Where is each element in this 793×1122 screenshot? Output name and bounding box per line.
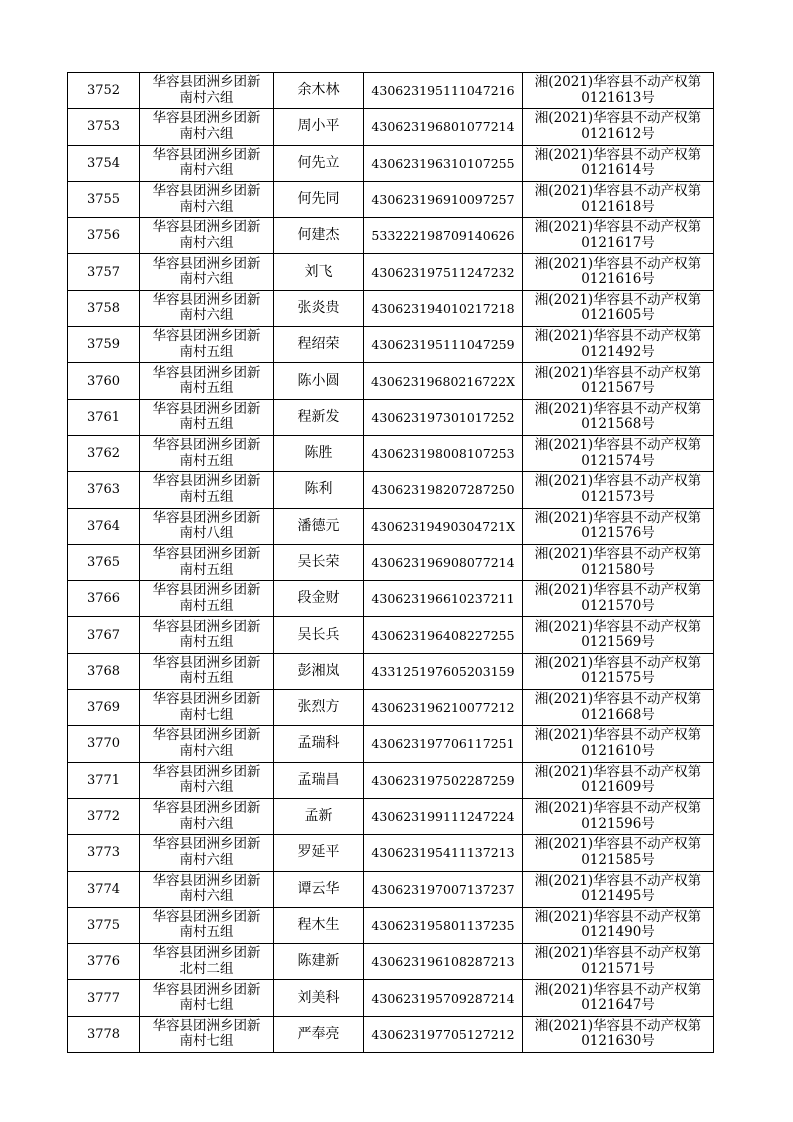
id-number-cell: 430623196210077212 — [364, 690, 523, 726]
certificate-line-1: 湘(2021)华容县不动产权第 — [534, 1017, 702, 1034]
owner-name-cell: 刘飞 — [274, 254, 364, 290]
serial-number-cell: 3767 — [68, 617, 140, 653]
certificate-number-cell — [523, 944, 714, 980]
certificate-line-2: 0121571号 — [581, 960, 655, 977]
address-line-2: 南村六组 — [179, 888, 234, 905]
address-cell — [140, 327, 274, 363]
certificate-line-2: 0121492号 — [581, 343, 655, 360]
table-row — [68, 363, 714, 399]
certificate-line-2: 0121647号 — [581, 997, 655, 1014]
certificate-number-cell — [523, 181, 714, 217]
certificate-number-cell — [523, 835, 714, 871]
serial-number-cell: 3766 — [68, 581, 140, 617]
serial-number-cell: 3778 — [68, 1016, 140, 1052]
certificate-line-1: 湘(2021)华容县不动产权第 — [534, 400, 702, 417]
certificate-line-1: 湘(2021)华容县不动产权第 — [534, 219, 702, 236]
address-line-2: 南村六组 — [179, 307, 234, 324]
certificate-line-2: 0121616号 — [581, 271, 655, 288]
address-line-1: 华容县团洲乡团新 — [152, 872, 261, 889]
serial-number-cell: 3761 — [68, 399, 140, 435]
address-line-2: 南村八组 — [179, 525, 234, 542]
table-row — [68, 544, 714, 580]
certificate-number-cell — [523, 1016, 714, 1052]
certificate-number-cell — [523, 472, 714, 508]
address-line-2: 南村六组 — [179, 234, 234, 251]
table-row — [68, 73, 714, 109]
certificate-number-cell — [523, 907, 714, 943]
address-line-1: 华容县团洲乡团新 — [152, 255, 261, 272]
id-number-cell: 430623195709287214 — [364, 980, 523, 1016]
serial-number-cell: 3759 — [68, 327, 140, 363]
owner-name-cell: 严奉亮 — [274, 1016, 364, 1052]
certificate-line-1: 湘(2021)华容县不动产权第 — [534, 800, 702, 817]
certificate-line-1: 湘(2021)华容县不动产权第 — [534, 364, 702, 381]
certificate-line-1: 湘(2021)华容县不动产权第 — [534, 654, 702, 671]
table-row — [68, 109, 714, 145]
address-line-2: 南村七组 — [179, 997, 234, 1014]
address-line-1: 华容县团洲乡团新 — [152, 437, 261, 454]
id-number-cell: 430623196910097257 — [364, 181, 523, 217]
id-number-cell: 430623196801077214 — [364, 109, 523, 145]
owner-name-cell: 孟瑞昌 — [274, 762, 364, 798]
address-cell — [140, 980, 274, 1016]
address-line-2: 南村六组 — [179, 125, 234, 142]
address-line-2: 南村六组 — [179, 198, 234, 215]
certificate-number-cell — [523, 581, 714, 617]
serial-number-cell: 3755 — [68, 181, 140, 217]
certificate-line-1: 湘(2021)华容县不动产权第 — [534, 945, 702, 962]
address-line-1: 华容县团洲乡团新 — [152, 328, 261, 345]
property-registry-table — [67, 72, 714, 1053]
serial-number-cell: 3774 — [68, 871, 140, 907]
table-row — [68, 871, 714, 907]
address-cell — [140, 944, 274, 980]
owner-name-cell: 张炎贵 — [274, 290, 364, 326]
address-line-1: 华容县团洲乡团新 — [152, 219, 261, 236]
serial-number-cell: 3773 — [68, 835, 140, 871]
table-row — [68, 508, 714, 544]
certificate-number-cell — [523, 690, 714, 726]
certificate-number-cell — [523, 980, 714, 1016]
certificate-line-1: 湘(2021)华容县不动产权第 — [534, 582, 702, 599]
address-line-2: 南村五组 — [179, 452, 234, 469]
address-cell — [140, 508, 274, 544]
address-line-2: 南村五组 — [179, 597, 234, 614]
certificate-line-1: 湘(2021)华容县不动产权第 — [534, 618, 702, 635]
serial-number-cell: 3772 — [68, 798, 140, 834]
id-number-cell: 430623196610237211 — [364, 581, 523, 617]
owner-name-cell: 陈利 — [274, 472, 364, 508]
address-line-1: 华容县团洲乡团新 — [152, 908, 261, 925]
serial-number-cell: 3757 — [68, 254, 140, 290]
certificate-number-cell — [523, 871, 714, 907]
id-number-cell: 430623195801137235 — [364, 907, 523, 943]
certificate-line-1: 湘(2021)华容县不动产权第 — [534, 727, 702, 744]
serial-number-cell: 3770 — [68, 726, 140, 762]
owner-name-cell: 谭云华 — [274, 871, 364, 907]
id-number-cell: 430623196908077214 — [364, 544, 523, 580]
certificate-line-2: 0121609号 — [581, 779, 655, 796]
address-cell — [140, 472, 274, 508]
owner-name-cell: 张烈方 — [274, 690, 364, 726]
serial-number-cell: 3754 — [68, 145, 140, 181]
id-number-cell: 533222198709140626 — [364, 218, 523, 254]
certificate-line-1: 湘(2021)华容县不动产权第 — [534, 763, 702, 780]
certificate-line-1: 湘(2021)华容县不动产权第 — [534, 437, 702, 454]
table-row — [68, 435, 714, 471]
owner-name-cell: 何建杰 — [274, 218, 364, 254]
address-line-1: 华容县团洲乡团新 — [152, 74, 261, 91]
address-line-1: 华容县团洲乡团新 — [152, 291, 261, 308]
address-line-1: 华容县团洲乡团新 — [152, 364, 261, 381]
address-line-1: 华容县团洲乡团新 — [152, 473, 261, 490]
address-line-1: 华容县团洲乡团新 — [152, 146, 261, 163]
address-cell — [140, 181, 274, 217]
certificate-number-cell — [523, 544, 714, 580]
serial-number-cell: 3753 — [68, 109, 140, 145]
address-line-2: 南村五组 — [179, 380, 234, 397]
address-line-2: 南村五组 — [179, 416, 234, 433]
address-cell — [140, 798, 274, 834]
table-row — [68, 980, 714, 1016]
certificate-number-cell — [523, 798, 714, 834]
address-cell — [140, 907, 274, 943]
address-line-1: 华容县团洲乡团新 — [152, 1017, 261, 1034]
serial-number-cell: 3771 — [68, 762, 140, 798]
certificate-number-cell — [523, 653, 714, 689]
address-cell — [140, 254, 274, 290]
address-line-2: 南村五组 — [179, 561, 234, 578]
serial-number-cell: 3769 — [68, 690, 140, 726]
id-number-cell: 433125197605203159 — [364, 653, 523, 689]
certificate-line-2: 0121580号 — [581, 561, 655, 578]
id-number-cell: 430623198008107253 — [364, 435, 523, 471]
owner-name-cell: 潘德元 — [274, 508, 364, 544]
table-row — [68, 399, 714, 435]
certificate-line-1: 湘(2021)华容县不动产权第 — [534, 981, 702, 998]
address-cell — [140, 617, 274, 653]
table-row — [68, 290, 714, 326]
address-cell — [140, 145, 274, 181]
certificate-number-cell — [523, 435, 714, 471]
address-cell — [140, 726, 274, 762]
certificate-line-2: 0121630号 — [581, 1033, 655, 1050]
owner-name-cell: 程木生 — [274, 907, 364, 943]
certificate-line-2: 0121585号 — [581, 851, 655, 868]
address-cell — [140, 835, 274, 871]
serial-number-cell: 3775 — [68, 907, 140, 943]
owner-name-cell: 彭湘岚 — [274, 653, 364, 689]
certificate-line-2: 0121576号 — [581, 525, 655, 542]
certificate-line-1: 湘(2021)华容县不动产权第 — [534, 872, 702, 889]
certificate-number-cell — [523, 290, 714, 326]
serial-number-cell: 3764 — [68, 508, 140, 544]
serial-number-cell: 3768 — [68, 653, 140, 689]
address-cell — [140, 399, 274, 435]
certificate-line-1: 湘(2021)华容县不动产权第 — [534, 908, 702, 925]
certificate-line-2: 0121610号 — [581, 742, 655, 759]
table-body — [68, 73, 714, 1053]
serial-number-cell: 3765 — [68, 544, 140, 580]
id-number-cell: 430623196310107255 — [364, 145, 523, 181]
certificate-line-2: 0121568号 — [581, 416, 655, 433]
certificate-number-cell — [523, 254, 714, 290]
address-line-2: 南村七组 — [179, 1033, 234, 1050]
certificate-line-1: 湘(2021)华容县不动产权第 — [534, 110, 702, 127]
certificate-line-1: 湘(2021)华容县不动产权第 — [534, 328, 702, 345]
table-row — [68, 690, 714, 726]
address-line-1: 华容县团洲乡团新 — [152, 981, 261, 998]
id-number-cell: 430623194010217218 — [364, 290, 523, 326]
certificate-line-2: 0121613号 — [581, 89, 655, 106]
table-row — [68, 327, 714, 363]
serial-number-cell: 3762 — [68, 435, 140, 471]
owner-name-cell: 段金财 — [274, 581, 364, 617]
serial-number-cell: 3756 — [68, 218, 140, 254]
certificate-number-cell — [523, 327, 714, 363]
id-number-cell: 430623198207287250 — [364, 472, 523, 508]
address-cell — [140, 544, 274, 580]
address-line-1: 华容县团洲乡团新 — [152, 800, 261, 817]
table-row — [68, 181, 714, 217]
certificate-line-2: 0121575号 — [581, 670, 655, 687]
address-line-2: 南村六组 — [179, 851, 234, 868]
certificate-line-2: 0121567号 — [581, 380, 655, 397]
owner-name-cell: 孟新 — [274, 798, 364, 834]
owner-name-cell: 陈建新 — [274, 944, 364, 980]
address-line-2: 南村五组 — [179, 343, 234, 360]
certificate-line-1: 湘(2021)华容县不动产权第 — [534, 255, 702, 272]
address-cell — [140, 653, 274, 689]
address-cell — [140, 1016, 274, 1052]
certificate-number-cell — [523, 109, 714, 145]
address-line-1: 华容县团洲乡团新 — [152, 110, 261, 127]
owner-name-cell: 刘美科 — [274, 980, 364, 1016]
address-line-1: 华容县团洲乡团新 — [152, 582, 261, 599]
address-cell — [140, 290, 274, 326]
address-line-1: 华容县团洲乡团新 — [152, 546, 261, 562]
certificate-number-cell — [523, 363, 714, 399]
certificate-number-cell — [523, 617, 714, 653]
table-row — [68, 472, 714, 508]
id-number-cell: 430623197511247232 — [364, 254, 523, 290]
address-cell — [140, 690, 274, 726]
certificate-line-2: 0121618号 — [581, 198, 655, 215]
certificate-line-1: 湘(2021)华容县不动产权第 — [534, 691, 702, 708]
owner-name-cell: 何先立 — [274, 145, 364, 181]
id-number-cell: 430623197706117251 — [364, 726, 523, 762]
serial-number-cell: 3758 — [68, 290, 140, 326]
address-cell — [140, 218, 274, 254]
serial-number-cell: 3763 — [68, 472, 140, 508]
id-number-cell: 430623199111247224 — [364, 798, 523, 834]
certificate-line-2: 0121596号 — [581, 815, 655, 832]
address-line-1: 华容县团洲乡团新 — [152, 618, 261, 635]
owner-name-cell: 陈胜 — [274, 435, 364, 471]
address-line-1: 华容县团洲乡团新 — [152, 763, 261, 780]
certificate-number-cell — [523, 145, 714, 181]
certificate-line-2: 0121495号 — [581, 888, 655, 905]
certificate-number-cell — [523, 508, 714, 544]
address-line-1: 华容县团洲乡团新 — [152, 727, 261, 744]
address-cell — [140, 435, 274, 471]
table-row — [68, 617, 714, 653]
table-row — [68, 762, 714, 798]
id-number-cell: 430623196408227255 — [364, 617, 523, 653]
address-line-2: 南村五组 — [179, 670, 234, 687]
address-line-1: 华容县团洲乡团新 — [152, 183, 261, 200]
address-line-2: 南村六组 — [179, 779, 234, 796]
owner-name-cell: 陈小圆 — [274, 363, 364, 399]
address-line-2: 南村六组 — [179, 815, 234, 832]
owner-name-cell: 程新发 — [274, 399, 364, 435]
serial-number-cell: 3777 — [68, 980, 140, 1016]
certificate-line-2: 0121570号 — [581, 597, 655, 614]
certificate-line-1: 湘(2021)华容县不动产权第 — [534, 509, 702, 526]
table-row — [68, 726, 714, 762]
address-line-2: 南村六组 — [179, 271, 234, 288]
table-row — [68, 145, 714, 181]
certificate-line-1: 湘(2021)华容县不动产权第 — [534, 546, 702, 562]
address-line-1: 华容县团洲乡团新 — [152, 945, 261, 962]
address-line-2: 南村五组 — [179, 634, 234, 651]
address-cell — [140, 363, 274, 399]
certificate-line-2: 0121668号 — [581, 706, 655, 723]
address-line-1: 华容县团洲乡团新 — [152, 691, 261, 708]
serial-number-cell: 3752 — [68, 73, 140, 109]
certificate-number-cell — [523, 762, 714, 798]
certificate-line-2: 0121573号 — [581, 488, 655, 505]
owner-name-cell: 程绍荣 — [274, 327, 364, 363]
certificate-line-1: 湘(2021)华容县不动产权第 — [534, 836, 702, 853]
id-number-cell: 430623195111047259 — [364, 327, 523, 363]
owner-name-cell: 周小平 — [274, 109, 364, 145]
id-number-cell: 430623197502287259 — [364, 762, 523, 798]
address-cell — [140, 871, 274, 907]
table-row — [68, 944, 714, 980]
certificate-line-1: 湘(2021)华容县不动产权第 — [534, 74, 702, 91]
certificate-number-cell — [523, 726, 714, 762]
certificate-number-cell — [523, 73, 714, 109]
owner-name-cell: 罗延平 — [274, 835, 364, 871]
id-number-cell: 430623197007137237 — [364, 871, 523, 907]
table-row — [68, 653, 714, 689]
owner-name-cell: 何先同 — [274, 181, 364, 217]
address-line-2: 南村六组 — [179, 742, 234, 759]
table-row — [68, 1016, 714, 1052]
address-line-1: 华容县团洲乡团新 — [152, 400, 261, 417]
serial-number-cell: 3760 — [68, 363, 140, 399]
address-line-2: 南村五组 — [179, 924, 234, 941]
id-number-cell: 43062319680216722X — [364, 363, 523, 399]
address-line-2: 南村六组 — [179, 162, 234, 179]
id-number-cell: 430623195411137213 — [364, 835, 523, 871]
address-line-1: 华容县团洲乡团新 — [152, 509, 261, 526]
address-line-1: 华容县团洲乡团新 — [152, 654, 261, 671]
certificate-number-cell — [523, 218, 714, 254]
certificate-line-1: 湘(2021)华容县不动产权第 — [534, 473, 702, 490]
certificate-number-cell — [523, 399, 714, 435]
certificate-line-2: 0121574号 — [581, 452, 655, 469]
id-number-cell: 430623196108287213 — [364, 944, 523, 980]
certificate-line-1: 湘(2021)华容县不动产权第 — [534, 291, 702, 308]
owner-name-cell: 孟瑞科 — [274, 726, 364, 762]
id-number-cell: 430623197301017252 — [364, 399, 523, 435]
address-line-1: 华容县团洲乡团新 — [152, 836, 261, 853]
certificate-line-2: 0121617号 — [581, 234, 655, 251]
address-line-2: 南村六组 — [179, 89, 234, 106]
address-cell — [140, 73, 274, 109]
address-line-2: 北村二组 — [179, 960, 234, 977]
address-cell — [140, 109, 274, 145]
table-row — [68, 218, 714, 254]
table-row — [68, 254, 714, 290]
owner-name-cell: 余木林 — [274, 73, 364, 109]
certificate-line-2: 0121605号 — [581, 307, 655, 324]
table-row — [68, 907, 714, 943]
table-row — [68, 798, 714, 834]
certificate-line-2: 0121612号 — [581, 125, 655, 142]
certificate-line-1: 湘(2021)华容县不动产权第 — [534, 183, 702, 200]
address-line-2: 南村五组 — [179, 488, 234, 505]
table-row — [68, 835, 714, 871]
address-line-2: 南村七组 — [179, 706, 234, 723]
owner-name-cell: 吴长荣 — [274, 544, 364, 580]
address-cell — [140, 762, 274, 798]
serial-number-cell: 3776 — [68, 944, 140, 980]
certificate-line-1: 湘(2021)华容县不动产权第 — [534, 146, 702, 163]
owner-name-cell: 吴长兵 — [274, 617, 364, 653]
id-number-cell: 43062319490304721X — [364, 508, 523, 544]
table-row — [68, 581, 714, 617]
certificate-line-2: 0121569号 — [581, 634, 655, 651]
certificate-line-2: 0121614号 — [581, 162, 655, 179]
id-number-cell: 430623197705127212 — [364, 1016, 523, 1052]
certificate-line-2: 0121490号 — [581, 924, 655, 941]
id-number-cell: 430623195111047216 — [364, 73, 523, 109]
address-cell — [140, 581, 274, 617]
